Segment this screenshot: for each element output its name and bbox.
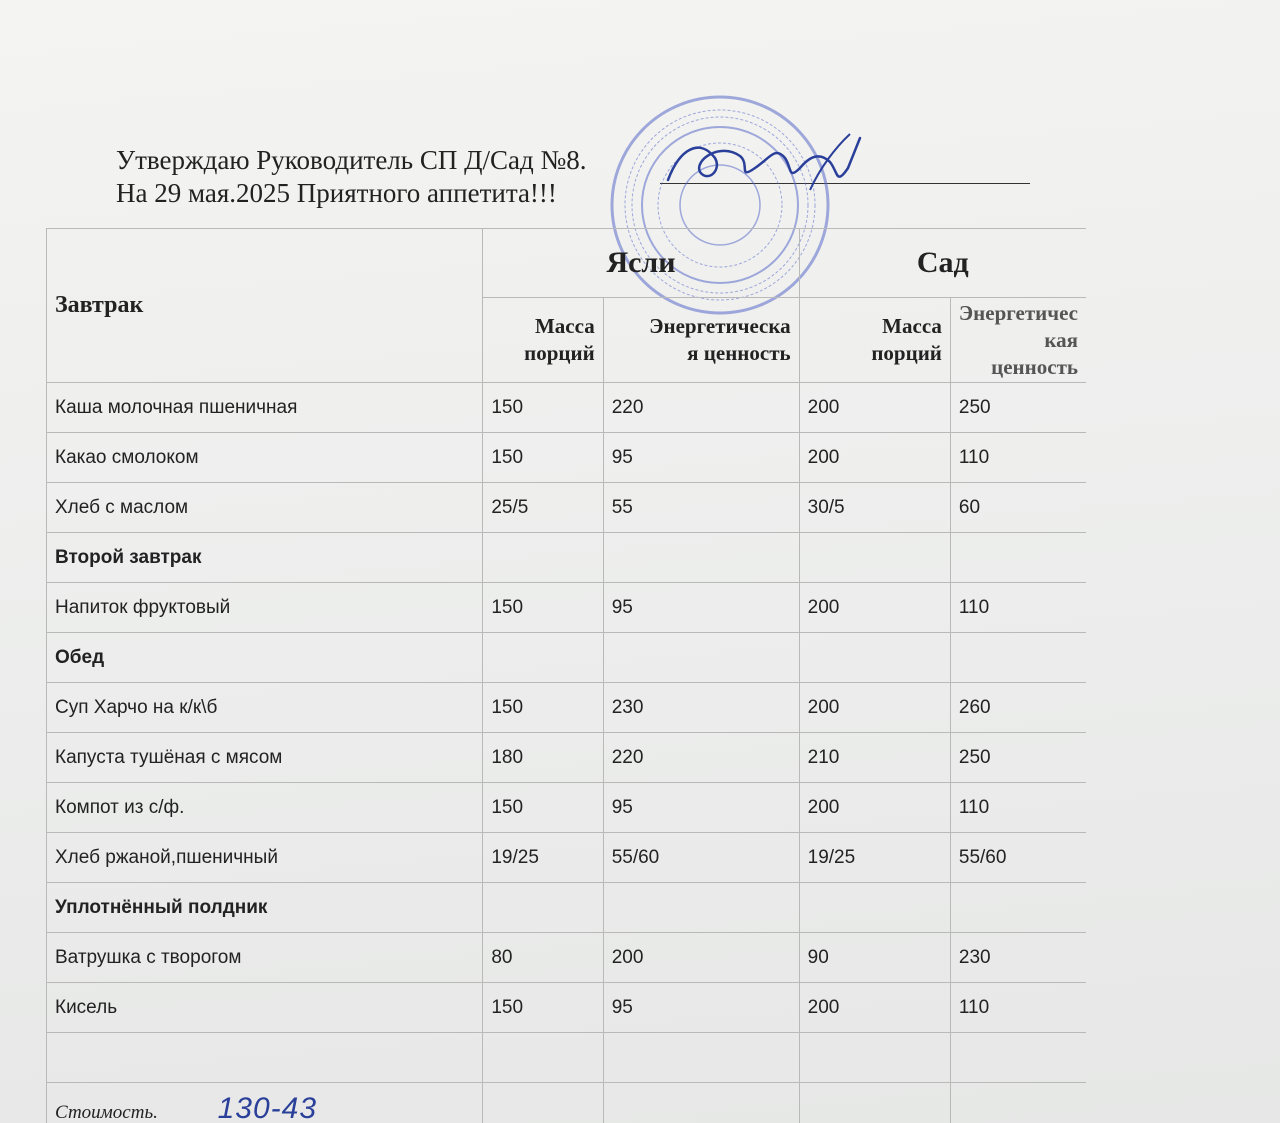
garden-mass: 210 (799, 733, 950, 783)
garden-energy (950, 1033, 1086, 1083)
menu-row (47, 733, 1087, 783)
garden-mass: 200 (799, 783, 950, 833)
menu-row (47, 833, 1087, 883)
dish-name: Кисель (47, 983, 483, 1033)
nursery-energy-header: Энергетическа я ценность (603, 298, 799, 383)
price-label: Стоимость. (55, 1102, 158, 1123)
section-row (47, 883, 1087, 933)
garden-mass-header: Масса порций (799, 298, 950, 383)
nursery-mass-header: Масса порций (483, 298, 603, 383)
nursery-mass (483, 883, 603, 933)
nursery-energy: 55/60 (603, 833, 799, 883)
menu-row (47, 933, 1087, 983)
dish-name: Хлеб с маслом (47, 483, 483, 533)
nursery-mass: 150 (483, 583, 603, 633)
garden-energy: 110 (950, 783, 1086, 833)
nursery-energy: 220 (603, 733, 799, 783)
menu-row (47, 483, 1087, 533)
nursery-energy (603, 533, 799, 583)
dish-name: Компот из с/ф. (47, 783, 483, 833)
menu-row (47, 1033, 1087, 1083)
garden-mass: 200 (799, 433, 950, 483)
price-empty-cell (799, 1083, 950, 1123)
garden-energy: 230 (950, 933, 1086, 983)
handwritten-signature (660, 128, 870, 198)
garden-energy (950, 633, 1086, 683)
menu-row (47, 383, 1087, 433)
menu-row (47, 783, 1087, 833)
nursery-energy: 230 (603, 683, 799, 733)
menu-row (47, 583, 1087, 633)
garden-energy: 60 (950, 483, 1086, 533)
nursery-mass: 150 (483, 983, 603, 1033)
meal-title: Завтрак (47, 229, 483, 383)
garden-energy (950, 533, 1086, 583)
garden-mass: 30/5 (799, 483, 950, 533)
garden-energy: 250 (950, 733, 1086, 783)
nursery-mass: 80 (483, 933, 603, 983)
nursery-energy: 95 (603, 983, 799, 1033)
garden-mass: 200 (799, 383, 950, 433)
menu-body (47, 383, 1087, 1083)
menu-row (47, 683, 1087, 733)
garden-energy-header: Энергетичес кая ценность (950, 298, 1086, 383)
nursery-mass: 180 (483, 733, 603, 783)
dish-name: Напиток фруктовый (47, 583, 483, 633)
group-garden: Сад (799, 229, 1086, 298)
garden-mass: 200 (799, 983, 950, 1033)
price-empty-cell (483, 1083, 603, 1123)
nursery-mass: 150 (483, 433, 603, 483)
document-header (116, 144, 587, 210)
nursery-mass (483, 1033, 603, 1083)
garden-energy: 250 (950, 383, 1086, 433)
menu-row (47, 433, 1087, 483)
garden-energy: 110 (950, 433, 1086, 483)
nursery-energy (603, 1033, 799, 1083)
dish-name: Ватрушка с творогом (47, 933, 483, 983)
garden-mass (799, 533, 950, 583)
price-empty-cell (950, 1083, 1086, 1123)
section-row (47, 633, 1087, 683)
dish-name: Обед (47, 633, 483, 683)
group-header-row (47, 229, 1087, 298)
price-row (47, 1083, 1087, 1123)
nursery-energy (603, 883, 799, 933)
price-cell (47, 1083, 483, 1123)
garden-mass: 200 (799, 583, 950, 633)
garden-energy (950, 883, 1086, 933)
dish-name: Хлеб ржаной,пшеничный (47, 833, 483, 883)
nursery-energy: 95 (603, 783, 799, 833)
dish-name: Второй завтрак (47, 533, 483, 583)
dish-name: Какао смолоком (47, 433, 483, 483)
dish-name: Суп Харчо на к/к\б (47, 683, 483, 733)
nursery-energy: 220 (603, 383, 799, 433)
garden-energy: 110 (950, 583, 1086, 633)
dish-name: Уплотнённый полдник (47, 883, 483, 933)
garden-energy: 110 (950, 983, 1086, 1033)
garden-mass (799, 883, 950, 933)
nursery-energy (603, 633, 799, 683)
menu-table (46, 228, 1086, 1123)
nursery-energy: 95 (603, 433, 799, 483)
garden-mass (799, 633, 950, 683)
group-nursery: Ясли (483, 229, 799, 298)
approval-line: Утверждаю Руководитель СП Д/Сад №8. (116, 145, 587, 175)
garden-mass: 90 (799, 933, 950, 983)
nursery-mass: 150 (483, 383, 603, 433)
date-line: На 29 мая.2025 Приятного аппетита!!! (116, 178, 557, 208)
nursery-energy: 55 (603, 483, 799, 533)
nursery-mass: 25/5 (483, 483, 603, 533)
garden-energy: 55/60 (950, 833, 1086, 883)
garden-mass: 19/25 (799, 833, 950, 883)
nursery-energy: 200 (603, 933, 799, 983)
nursery-mass: 150 (483, 783, 603, 833)
nursery-mass (483, 633, 603, 683)
nursery-mass: 150 (483, 683, 603, 733)
garden-mass (799, 1033, 950, 1083)
dish-name: Каша молочная пшеничная (47, 383, 483, 433)
price-empty-cell (603, 1083, 799, 1123)
menu-row (47, 983, 1087, 1033)
nursery-energy: 95 (603, 583, 799, 633)
garden-mass: 200 (799, 683, 950, 733)
dish-name: Капуста тушёная с мясом (47, 733, 483, 783)
section-row (47, 533, 1087, 583)
dish-name (47, 1033, 483, 1083)
garden-energy: 260 (950, 683, 1086, 733)
price-value: 130-43 (217, 1092, 318, 1123)
nursery-mass: 19/25 (483, 833, 603, 883)
nursery-mass (483, 533, 603, 583)
